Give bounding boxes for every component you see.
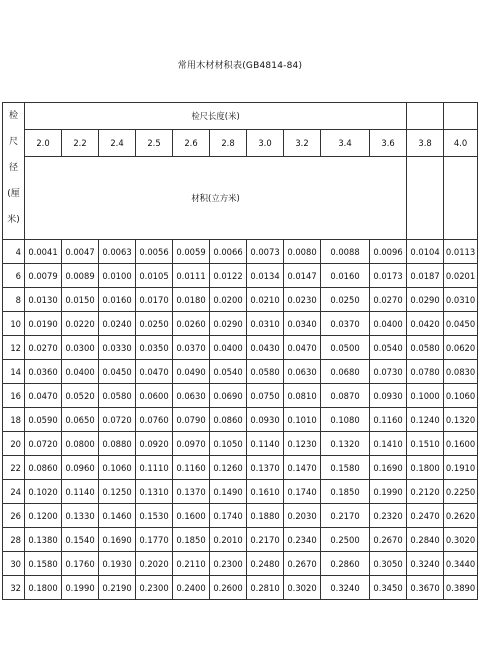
volume-cell: 0.1380 (25, 528, 62, 552)
volume-cell: 0.2810 (247, 576, 284, 600)
diameter-cell: 4 (3, 240, 25, 264)
volume-cell: 0.1850 (321, 480, 370, 504)
diameter-cell: 18 (3, 408, 25, 432)
volume-cell: 0.0400 (210, 336, 247, 360)
volume-cell: 0.0066 (210, 240, 247, 264)
volume-cell: 0.3450 (370, 576, 407, 600)
volume-cell: 0.0122 (210, 264, 247, 288)
diameter-cell: 14 (3, 360, 25, 384)
volume-cell: 0.1250 (99, 480, 136, 504)
volume-cell: 0.1770 (136, 528, 173, 552)
volume-cell: 0.0290 (407, 288, 444, 312)
volume-cell: 0.1410 (370, 432, 407, 456)
volume-cell: 0.1320 (444, 408, 478, 432)
volume-cell: 0.0580 (247, 360, 284, 384)
table-row (3, 504, 478, 528)
volume-cell: 0.1050 (210, 432, 247, 456)
volume-cell: 0.0430 (247, 336, 284, 360)
volume-cell: 0.0250 (321, 288, 370, 312)
length-cell: 3.8 (407, 130, 444, 157)
volume-cell: 0.1330 (62, 504, 99, 528)
diameter-cell: 8 (3, 288, 25, 312)
length-cell: 4.0 (444, 130, 478, 157)
table-row (3, 576, 478, 600)
volume-cell: 0.0350 (136, 336, 173, 360)
volume-cell: 0.1990 (62, 576, 99, 600)
volume-cell: 0.1460 (99, 504, 136, 528)
document-title: 常用木材材积表(GB4814-84) (177, 61, 303, 71)
length-cell: 2.8 (210, 130, 247, 157)
volume-cell: 0.2470 (407, 504, 444, 528)
volume-cell: 0.1580 (25, 552, 62, 576)
volume-cell: 0.2170 (321, 504, 370, 528)
diameter-cell: 20 (3, 432, 25, 456)
volume-cell: 0.0230 (284, 288, 321, 312)
volume-cell: 0.2840 (407, 528, 444, 552)
length-row (3, 130, 478, 157)
volume-cell: 0.0540 (370, 336, 407, 360)
length-cell: 2.4 (99, 130, 136, 157)
volume-cell: 0.0880 (99, 432, 136, 456)
volume-cell: 0.1320 (321, 432, 370, 456)
volume-cell: 0.0173 (370, 264, 407, 288)
volume-cell: 0.1510 (407, 432, 444, 456)
volume-cell: 0.1740 (284, 480, 321, 504)
volume-cell: 0.2110 (173, 552, 210, 576)
table-row (3, 456, 478, 480)
volume-cell: 0.1370 (247, 456, 284, 480)
volume-cell: 0.0210 (247, 288, 284, 312)
volume-cell: 0.0170 (136, 288, 173, 312)
volume-cell: 0.0930 (247, 408, 284, 432)
table-row (3, 336, 478, 360)
volume-cell: 0.3670 (407, 576, 444, 600)
diameter-cell: 6 (3, 264, 25, 288)
volume-header: 材积(立方米) (25, 157, 407, 240)
volume-cell: 0.0113 (444, 240, 478, 264)
volume-cell: 0.0540 (210, 360, 247, 384)
volume-cell: 0.1260 (210, 456, 247, 480)
volume-cell: 0.0100 (99, 264, 136, 288)
volume-cell: 0.0790 (173, 408, 210, 432)
volume-cell: 0.1990 (370, 480, 407, 504)
diameter-cell: 28 (3, 528, 25, 552)
volume-cell: 0.1160 (173, 456, 210, 480)
volume-cell: 0.0130 (25, 288, 62, 312)
volume-cell: 0.1020 (25, 480, 62, 504)
volume-cell: 0.0150 (62, 288, 99, 312)
volume-cell: 0.1060 (444, 384, 478, 408)
volume-cell: 0.0620 (444, 336, 478, 360)
volume-cell: 0.3240 (407, 552, 444, 576)
volume-cell: 0.0160 (321, 264, 370, 288)
volume-cell: 0.1140 (247, 432, 284, 456)
volume-cell: 0.1740 (210, 504, 247, 528)
volume-cell: 0.0500 (321, 336, 370, 360)
volume-cell: 0.0180 (173, 288, 210, 312)
volume-cell: 0.0470 (25, 384, 62, 408)
length-cell: 3.0 (247, 130, 284, 157)
volume-cell: 0.0080 (284, 240, 321, 264)
volume-cell: 0.0450 (99, 360, 136, 384)
volume-cell: 0.0520 (62, 384, 99, 408)
volume-cell: 0.1600 (444, 432, 478, 456)
volume-cell: 0.0930 (370, 384, 407, 408)
volume-cell: 0.2500 (321, 528, 370, 552)
volume-cell: 0.1930 (99, 552, 136, 576)
volume-cell: 0.0600 (136, 384, 173, 408)
volume-cell: 0.0330 (99, 336, 136, 360)
volume-cell: 0.0750 (247, 384, 284, 408)
volume-cell: 0.2300 (210, 552, 247, 576)
volume-cell: 0.0105 (136, 264, 173, 288)
table-row (3, 552, 478, 576)
volume-cell: 0.1800 (407, 456, 444, 480)
volume-cell: 0.0860 (210, 408, 247, 432)
volume-cell: 0.1580 (321, 456, 370, 480)
table-row (3, 288, 478, 312)
volume-cell: 0.0047 (62, 240, 99, 264)
volume-cell: 0.2300 (136, 576, 173, 600)
volume-cell: 0.1470 (284, 456, 321, 480)
table-row (3, 408, 478, 432)
volume-cell: 0.1140 (62, 480, 99, 504)
volume-cell: 0.1690 (99, 528, 136, 552)
volume-cell: 0.0190 (25, 312, 62, 336)
volume-cell: 0.0370 (173, 336, 210, 360)
volume-cell: 0.0450 (444, 312, 478, 336)
volume-cell: 0.0730 (370, 360, 407, 384)
volume-cell: 0.1240 (407, 408, 444, 432)
table-row (3, 528, 478, 552)
volume-cell: 0.0580 (407, 336, 444, 360)
volume-cell: 0.1310 (136, 480, 173, 504)
volume-cell: 0.1080 (321, 408, 370, 432)
volume-cell: 0.0690 (210, 384, 247, 408)
volume-cell: 0.1910 (444, 456, 478, 480)
length-header: 检尺长度(米) (25, 103, 407, 130)
volume-cell: 0.0800 (62, 432, 99, 456)
volume-table-wrapper (2, 102, 478, 600)
diameter-cell: 24 (3, 480, 25, 504)
table-row (3, 312, 478, 336)
volume-cell: 0.0270 (370, 288, 407, 312)
volume-cell: 0.0400 (62, 360, 99, 384)
length-cell: 3.4 (321, 130, 370, 157)
volume-cell: 0.0088 (321, 240, 370, 264)
table-row (3, 240, 478, 264)
volume-cell: 0.0200 (210, 288, 247, 312)
volume-cell: 0.2120 (407, 480, 444, 504)
volume-cell: 0.0104 (407, 240, 444, 264)
diameter-cell: 30 (3, 552, 25, 576)
diameter-cell: 16 (3, 384, 25, 408)
volume-cell: 0.0073 (247, 240, 284, 264)
volume-cell: 0.0147 (284, 264, 321, 288)
volume-cell: 0.0250 (136, 312, 173, 336)
volume-cell: 0.1000 (407, 384, 444, 408)
volume-cell: 0.1760 (62, 552, 99, 576)
volume-cell: 0.0059 (173, 240, 210, 264)
volume-cell: 0.0630 (173, 384, 210, 408)
volume-cell: 0.0720 (99, 408, 136, 432)
volume-cell: 0.0960 (62, 456, 99, 480)
diameter-cell: 10 (3, 312, 25, 336)
length-cell: 2.5 (136, 130, 173, 157)
volume-cell: 0.3050 (370, 552, 407, 576)
table-row (3, 480, 478, 504)
table-row (3, 360, 478, 384)
length-cell: 2.0 (25, 130, 62, 157)
volume-cell: 0.2600 (210, 576, 247, 600)
volume-cell: 0.0220 (62, 312, 99, 336)
volume-cell: 0.0041 (25, 240, 62, 264)
diameter-header: 检 尺 径 (厘 米) (3, 103, 25, 240)
volume-cell: 0.0270 (25, 336, 62, 360)
volume-cell: 0.0056 (136, 240, 173, 264)
volume-cell: 0.0201 (444, 264, 478, 288)
volume-cell: 0.0089 (62, 264, 99, 288)
volume-cell: 0.3240 (321, 576, 370, 600)
volume-cell: 0.2670 (284, 552, 321, 576)
table-row (3, 264, 478, 288)
volume-cell: 0.2620 (444, 504, 478, 528)
diameter-cell: 32 (3, 576, 25, 600)
volume-cell: 0.1010 (284, 408, 321, 432)
volume-cell: 0.0310 (444, 288, 478, 312)
volume-cell: 0.0760 (136, 408, 173, 432)
volume-cell: 0.1200 (25, 504, 62, 528)
volume-cell: 0.0680 (321, 360, 370, 384)
volume-cell: 0.1880 (247, 504, 284, 528)
volume-cell: 0.0830 (444, 360, 478, 384)
volume-cell: 0.1160 (370, 408, 407, 432)
diameter-cell: 12 (3, 336, 25, 360)
volume-cell: 0.0580 (99, 384, 136, 408)
volume-cell: 0.1610 (247, 480, 284, 504)
volume-cell: 0.0134 (247, 264, 284, 288)
volume-cell: 0.1530 (136, 504, 173, 528)
volume-cell: 0.0870 (321, 384, 370, 408)
volume-cell: 0.2860 (321, 552, 370, 576)
volume-cell: 0.0360 (25, 360, 62, 384)
volume-cell: 0.0810 (284, 384, 321, 408)
volume-cell: 0.0240 (99, 312, 136, 336)
volume-cell: 0.0096 (370, 240, 407, 264)
volume-cell: 0.1060 (99, 456, 136, 480)
volume-cell: 0.0079 (25, 264, 62, 288)
volume-cell: 0.0310 (247, 312, 284, 336)
volume-cell: 0.3890 (444, 576, 478, 600)
volume-cell: 0.0187 (407, 264, 444, 288)
volume-cell: 0.1540 (62, 528, 99, 552)
volume-cell: 0.2250 (444, 480, 478, 504)
volume-cell: 0.0160 (99, 288, 136, 312)
volume-cell: 0.0420 (407, 312, 444, 336)
length-cell: 2.6 (173, 130, 210, 157)
volume-cell: 0.2190 (99, 576, 136, 600)
volume-cell: 0.0400 (370, 312, 407, 336)
volume-cell: 0.0370 (321, 312, 370, 336)
length-cell: 3.6 (370, 130, 407, 157)
volume-cell: 0.3440 (444, 552, 478, 576)
volume-cell: 0.1600 (173, 504, 210, 528)
volume-cell: 0.2480 (247, 552, 284, 576)
volume-cell: 0.1850 (173, 528, 210, 552)
volume-cell: 0.0720 (25, 432, 62, 456)
volume-cell: 0.0860 (25, 456, 62, 480)
volume-cell: 0.0290 (210, 312, 247, 336)
volume-cell: 0.0650 (62, 408, 99, 432)
volume-cell: 0.0260 (173, 312, 210, 336)
volume-cell: 0.0780 (407, 360, 444, 384)
volume-cell: 0.0490 (173, 360, 210, 384)
volume-cell: 0.0590 (25, 408, 62, 432)
volume-cell: 0.0340 (284, 312, 321, 336)
volume-cell: 0.1110 (136, 456, 173, 480)
volume-cell: 0.0920 (136, 432, 173, 456)
volume-cell: 0.2020 (136, 552, 173, 576)
volume-cell: 0.2320 (370, 504, 407, 528)
volume-cell: 0.0470 (284, 336, 321, 360)
volume-cell: 0.0630 (284, 360, 321, 384)
volume-cell: 0.2670 (370, 528, 407, 552)
volume-cell: 0.3020 (444, 528, 478, 552)
length-cell: 2.2 (62, 130, 99, 157)
volume-cell: 0.2030 (284, 504, 321, 528)
volume-cell: 0.2340 (284, 528, 321, 552)
volume-cell: 0.2170 (247, 528, 284, 552)
timber-volume-table (2, 102, 478, 600)
diameter-cell: 26 (3, 504, 25, 528)
diameter-cell: 22 (3, 456, 25, 480)
table-row (3, 384, 478, 408)
volume-cell: 0.0470 (136, 360, 173, 384)
length-cell: 3.2 (284, 130, 321, 157)
volume-cell: 0.0970 (173, 432, 210, 456)
volume-cell: 0.2010 (210, 528, 247, 552)
volume-cell: 0.1800 (25, 576, 62, 600)
volume-cell: 0.3020 (284, 576, 321, 600)
volume-cell: 0.1690 (370, 456, 407, 480)
volume-cell: 0.2400 (173, 576, 210, 600)
volume-cell: 0.0111 (173, 264, 210, 288)
table-row (3, 432, 478, 456)
volume-cell: 0.1490 (210, 480, 247, 504)
volume-cell: 0.0063 (99, 240, 136, 264)
volume-cell: 0.1370 (173, 480, 210, 504)
volume-cell: 0.0300 (62, 336, 99, 360)
volume-cell: 0.1230 (284, 432, 321, 456)
